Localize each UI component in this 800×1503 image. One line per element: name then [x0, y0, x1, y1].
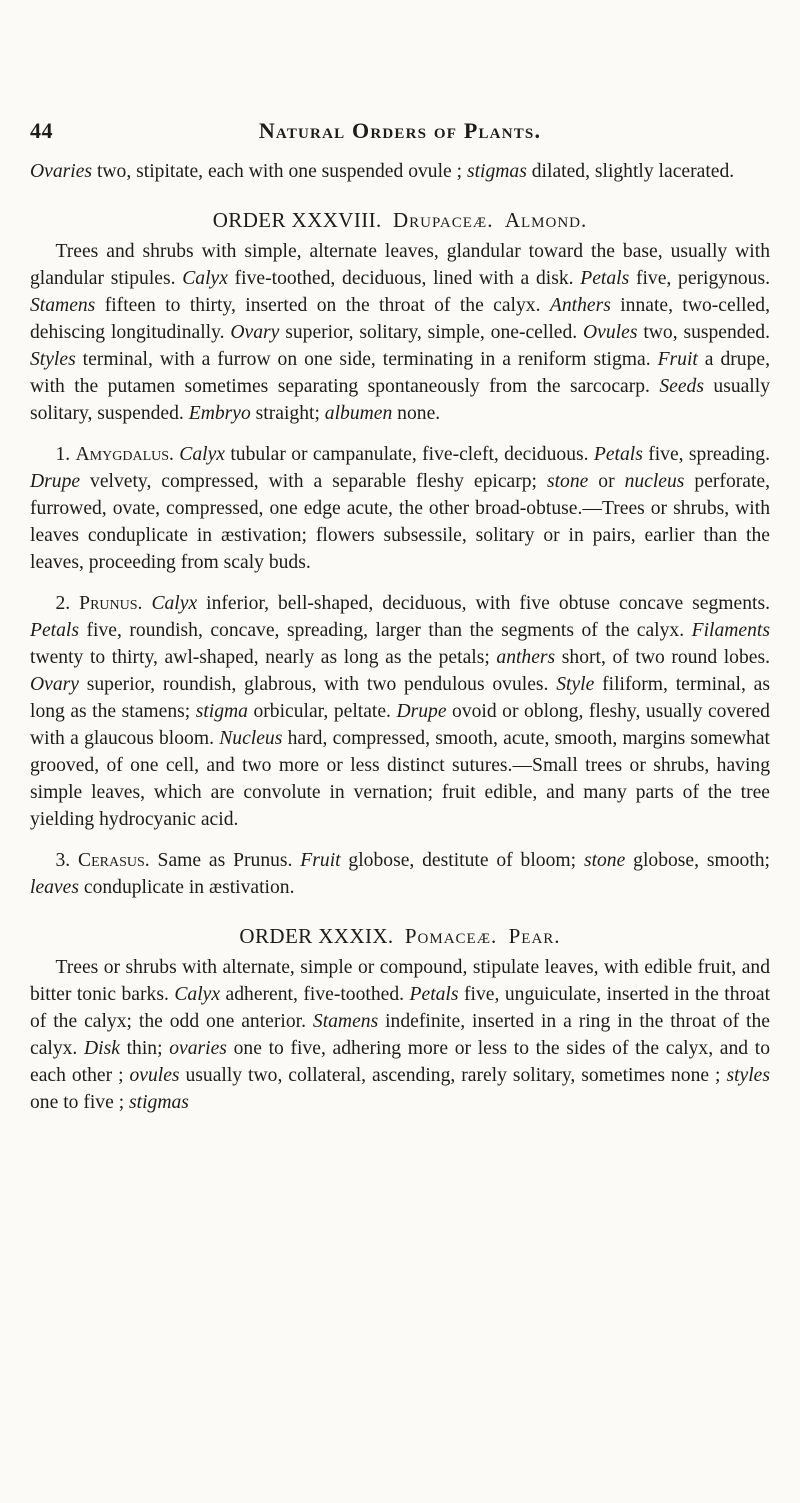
- genus-prunus: 2. Prunus. Calyx inferior, bell-shaped, deciduous, with five obtuse concave segments. Petals five, roundish, concave, spreading, larger than the segments of the calyx. Filaments twenty to thirty, awl-shaped, nearly as long as the petals; anthers short, of two round lobes. Ovary superior, roundish, glabrous, with two pendulous ovules. Style filiform, terminal, as long as the stamens; stigma orbicular, peltate. Drupe ovoid or oblong, fleshy, usually covered with a glaucous bloom. Nucleus hard, compressed, smooth, acute, smooth, margins somewhat grooved, of one cell, and two more or less distinct sutures.—Small trees or shrubs, having simple leaves, which are convolute in vernation; fruit edible, and many parts of the tree yielding hydrocyanic acid.: [30, 593, 771, 830]
- page-body: [30, 158, 770, 1130]
- genus-name: Prunus.: [79, 593, 143, 614]
- order-description: Trees and shrubs with simple, alternate leaves, glandular toward the base, usually with glandular stipules. Calyx five-toothed, deciduous, lined with a disk. Petals five, perigynous. Stamens fifteen to thirty, inserted on the throat of the calyx. Anthers innate, two-celled, dehiscing longitudinally. Ovary superior, solitary, simple, one-celled. Ovules two, suspended. Styles terminal, with a furrow on one side, terminating in a reniform stigma. Fruit a drupe, with the putamen sometimes separating spontaneously from the sarcocarp. Seeds usually solitary, suspended. Embryo straight; albumen none.: [30, 241, 771, 424]
- genus-amygdalus: 1. Amygdalus. Calyx tubular or campanulate, five-cleft, deciduous. Petals five, spreading. Drupe velvety, compressed, with a separable fleshy epicarp; stone or nucleus perforate, furrowed, ovate, compressed, one edge acute, the other broad-obtuse.—Trees or shrubs, with leaves conduplicate in æstivation; flowers subsessile, solitary or in pairs, earlier than the leaves, proceeding from scaly buds.: [30, 444, 771, 573]
- order-number: ORDER XXXVIII.: [212, 208, 382, 232]
- order-description: Trees or shrubs with alternate, simple or compound, stipulate leaves, with edible fruit, and bitter tonic barks. Calyx adherent, five-toothed. Petals five, unguiculate, inserted in the throat of the calyx; the odd one anterior. Stamens indefinite, inserted in a ring in the throat of the calyx. Disk thin; ovaries one to five, adhering more or less to the sides of the calyx, and to each other ; ovules usually two, collateral, ascending, rarely solitary, sometimes none ; styles one to five ; stigmas: [30, 957, 771, 1113]
- order-common-name: Almond.: [504, 208, 588, 232]
- order-common-name: Pear.: [508, 924, 561, 948]
- term: stigmas: [466, 161, 527, 182]
- continued-paragraph: Ovaries two, stipitate, each with one suspended ovule ; stigmas dilated, slightly lacerated.: [30, 161, 735, 182]
- genus-name: Amygdalus.: [75, 444, 174, 465]
- term: Ovaries: [30, 161, 93, 182]
- order-heading: [30, 207, 770, 234]
- order-name: Drupaceæ.: [392, 208, 494, 232]
- genus-name: Cerasus.: [78, 850, 150, 871]
- page-header: [30, 118, 770, 148]
- running-title: Natural Orders of Plants.: [258, 118, 542, 143]
- order-name: Pomaceæ.: [404, 924, 498, 948]
- order-heading: [30, 923, 770, 950]
- order-number: ORDER XXXIX.: [239, 924, 394, 948]
- genus-cerasus: 3. Cerasus. Same as Prunus. Fruit globose, destitute of bloom; stone globose, smooth; leaves conduplicate in æstivation.: [30, 850, 771, 898]
- page-number: 44: [30, 118, 53, 143]
